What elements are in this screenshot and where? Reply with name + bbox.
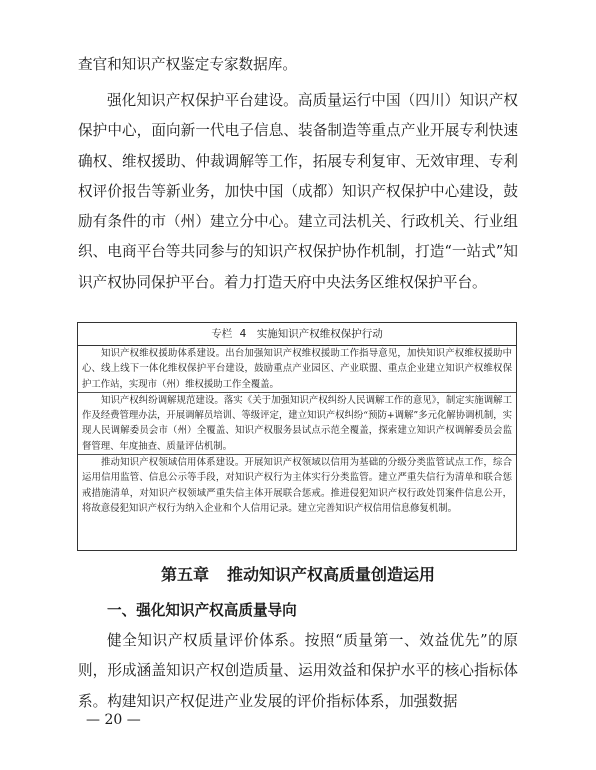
column-box-item: 知识产权纠纷调解规范建设。落实《关于加强知识产权纠纷人民调解工作的意见》，制定实施调解工作及经费管理办法，开展调解员培训、等级评定，建立知识产权纠纷“预防+调解”多元化解协调机制，实现人民调解委员会市（州）全覆盖、知识产权服务县试点示范全覆盖，探索建立知识产权调解委员会监督管理、年度抽查、质量评估机制。 <box>78 392 516 454</box>
page-number: — 20 — <box>86 712 141 728</box>
platform-paragraph: 强化知识产权保护平台建设。高质量运行中国（四川）知识产权保护中心，面向新一代电子信息、装备制造等重点产业开展专利快速确权、维权援助、仲裁调解等工作，拓展专利复审、无效审理、专利权评价报告等新业务，加快中国（成都）知识产权保护中心建设，鼓励有条件的市（州）建立分中心。建立司法机关、行政机关、行业组织、电商平台等共同参与的知识产权保护协作机制，打造“一站式”知识产权协同保护平台。着力打造天府中央法务区维权保护平台。 <box>78 92 518 291</box>
continued-paragraph: 查官和知识产权鉴定专家数据库。 <box>78 56 297 73</box>
chapter-number: 第五章 <box>160 565 209 584</box>
column-box-item: 推动知识产权领域信用体系建设。开展知识产权领域以信用为基础的分级分类监管试点工作，综合运用信用监管、信息公示等手段，对知识产权行为主体实行分类监管。建立严重失信行为清单和联合惩戒措施清单，对知识产权领域严重失信主体开展联合惩戒。推进侵犯知识产权行政处罚案件信息公开，将故意侵犯知识产权行为纳入企业和个人信用记录。建立完善知识产权信用信息修复机制。 <box>78 454 516 516</box>
section-heading: 一、强化知识产权高质量导向 <box>107 602 297 619</box>
column-box-title: 专栏 4 实施知识产权维权保护行动 <box>78 323 516 346</box>
column-box-item: 知识产权维权援助体系建设。出台加强知识产权维权援助工作指导意见，加快知识产权维权援助中心、线上线下一体化维权保护平台建设，鼓励重点产业园区、产业联盟、重点企业建立知识产权维权保护工作站，实现市（州）维权援助工作全覆盖。 <box>82 348 512 390</box>
chapter-title: 推动知识产权高质量创造运用 <box>227 565 436 584</box>
chapter-heading <box>0 563 596 587</box>
column-box <box>77 322 517 551</box>
evaluation-paragraph: 健全知识产权质量评价体系。按照“质量第一、效益优先”的原则，形成涵盖知识产权创造质量、运用效益和保护水平的核心指标体系。构建知识产权促进产业发展的评价指标体系，加强数据 <box>78 632 518 710</box>
